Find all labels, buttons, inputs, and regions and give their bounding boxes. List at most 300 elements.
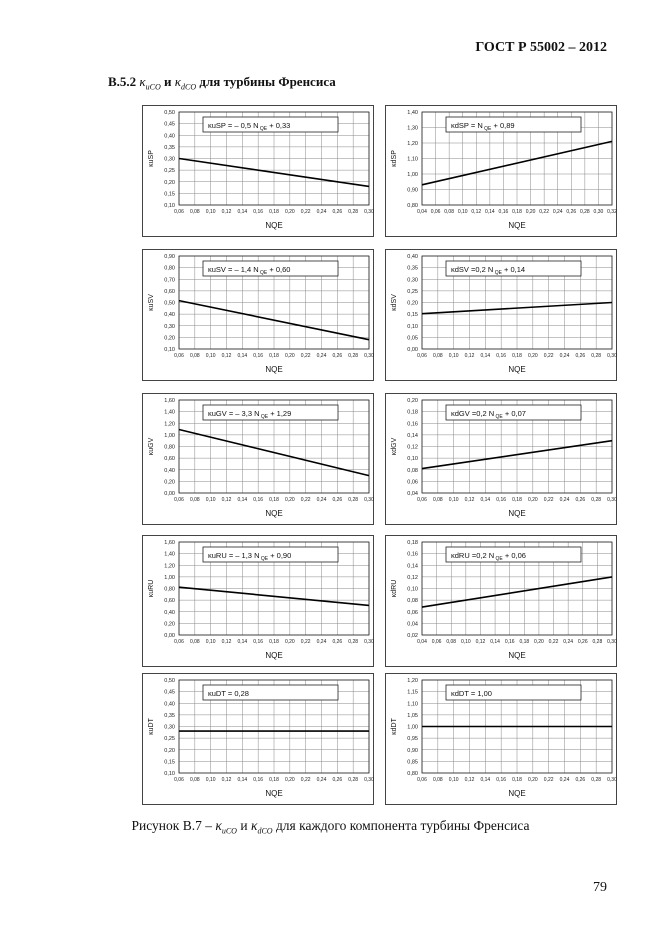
y-tick-label: 0,80 xyxy=(407,203,418,209)
x-tick-label: 0,32 xyxy=(607,209,617,215)
x-tick-label: 0,28 xyxy=(579,209,590,215)
equation-main: κuSV = – 1,4 N xyxy=(208,265,259,274)
x-tick-label: 0,30 xyxy=(364,353,374,359)
x-tick-label: 0,26 xyxy=(332,497,343,503)
y-tick-label: 1,30 xyxy=(407,125,418,132)
chart-panel xyxy=(385,535,617,667)
x-tick-label: 0,12 xyxy=(221,777,232,783)
y-tick-label: 1,00 xyxy=(407,724,418,731)
x-tick-label: 0,14 xyxy=(237,777,248,783)
caption-kappa-u-sub: uCO xyxy=(221,826,237,836)
x-tick-label: 0,30 xyxy=(593,209,604,215)
figure-caption xyxy=(0,818,661,836)
section-kappa-d: κ xyxy=(174,74,182,89)
x-axis-label: NQE xyxy=(265,651,283,660)
equation-subscript: QE xyxy=(494,556,503,562)
y-tick-label: 0,20 xyxy=(407,398,418,404)
y-tick-label: 0,08 xyxy=(407,598,418,605)
y-tick-label: 0,80 xyxy=(164,444,175,451)
x-tick-label: 0,16 xyxy=(253,639,264,645)
y-tick-label: 1,00 xyxy=(407,172,418,178)
x-tick-label: 0,10 xyxy=(205,209,216,215)
x-tick-label: 0,20 xyxy=(527,497,538,503)
y-axis-label: κdDT xyxy=(391,718,398,735)
x-tick-label: 0,06 xyxy=(174,777,184,783)
chart-svg xyxy=(143,674,375,806)
y-tick-label: 0,45 xyxy=(164,121,175,128)
y-tick-label: 0,95 xyxy=(407,736,418,743)
y-tick-label: 0,60 xyxy=(164,456,175,463)
x-tick-label: 0,10 xyxy=(460,639,471,645)
section-kappa-d-sub: dCO xyxy=(181,82,197,92)
x-tick-label: 0,14 xyxy=(237,353,248,359)
y-tick-label: 0,25 xyxy=(164,168,175,175)
y-tick-label: 0,04 xyxy=(407,491,418,497)
y-tick-label: 0,18 xyxy=(407,540,418,546)
x-tick-label: 0,26 xyxy=(575,497,586,503)
y-tick-label: 1,40 xyxy=(164,551,175,558)
y-tick-label: 0,50 xyxy=(164,110,175,116)
y-tick-label: 1,00 xyxy=(164,432,175,439)
x-tick-label: 0,16 xyxy=(504,639,515,645)
x-tick-label: 0,10 xyxy=(205,497,216,503)
x-tick-label: 0,10 xyxy=(448,353,459,359)
y-tick-label: 1,20 xyxy=(164,563,175,570)
equation-label xyxy=(208,689,249,698)
x-axis-label: NQE xyxy=(508,789,526,798)
x-tick-label: 0,20 xyxy=(284,639,295,645)
x-tick-label: 0,20 xyxy=(284,777,295,783)
x-tick-label: 0,14 xyxy=(484,209,495,215)
x-tick-label: 0,28 xyxy=(592,639,603,645)
y-axis-label: κuSP xyxy=(148,150,155,167)
y-axis-label: κdRU xyxy=(391,579,398,598)
x-tick-label: 0,12 xyxy=(221,639,232,645)
equation-tail: + 0,14 xyxy=(501,265,526,274)
chart-panel xyxy=(142,105,374,237)
x-tick-label: 0,28 xyxy=(348,209,359,215)
equation-subscript: QE xyxy=(493,270,502,276)
x-tick-label: 0,24 xyxy=(316,497,327,503)
x-tick-label: 0,12 xyxy=(475,639,486,645)
y-tick-label: 0,30 xyxy=(164,323,175,330)
y-tick-label: 0,18 xyxy=(407,409,418,416)
x-tick-label: 0,12 xyxy=(471,209,482,215)
y-tick-label: 0,12 xyxy=(407,574,418,581)
equation-subscript: QE xyxy=(259,556,269,562)
x-tick-label: 0,24 xyxy=(559,353,570,359)
x-tick-label: 0,06 xyxy=(174,209,184,215)
x-tick-label: 0,14 xyxy=(237,209,248,215)
caption-prefix: Рисунок В.7 – xyxy=(131,818,212,833)
x-tick-label: 0,22 xyxy=(543,497,554,503)
x-tick-label: 0,14 xyxy=(480,497,491,503)
x-tick-label: 0,08 xyxy=(189,639,200,645)
chart-panel xyxy=(142,249,374,381)
y-axis-label: κdSP xyxy=(391,150,398,167)
chart-svg xyxy=(143,536,375,668)
x-tick-label: 0,26 xyxy=(332,639,343,645)
x-tick-label: 0,30 xyxy=(607,353,617,359)
y-tick-label: 0,04 xyxy=(407,621,418,628)
y-tick-label: 1,15 xyxy=(407,689,418,696)
x-axis-label: NQE xyxy=(508,651,526,660)
y-tick-label: 0,06 xyxy=(407,609,418,616)
section-kappa-u: κ xyxy=(139,74,146,89)
y-tick-label: 1,40 xyxy=(407,110,418,116)
y-tick-label: 0,20 xyxy=(164,621,175,628)
x-tick-label: 0,08 xyxy=(189,777,200,783)
y-tick-label: 0,80 xyxy=(164,586,175,593)
x-tick-label: 0,18 xyxy=(269,639,279,645)
y-tick-label: 0,35 xyxy=(164,144,175,151)
x-tick-label: 0,10 xyxy=(448,497,459,503)
chart-svg xyxy=(143,394,375,526)
x-tick-label: 0,16 xyxy=(253,497,264,503)
chart-svg xyxy=(386,394,618,526)
x-tick-label: 0,16 xyxy=(498,209,509,215)
x-tick-label: 0,26 xyxy=(332,353,343,359)
x-tick-label: 0,20 xyxy=(284,209,295,215)
x-axis-label: NQE xyxy=(508,365,526,374)
x-tick-label: 0,06 xyxy=(174,353,184,359)
x-tick-label: 0,22 xyxy=(543,353,554,359)
caption-kappa-d-sub: dCO xyxy=(257,826,273,836)
y-tick-label: 0,20 xyxy=(164,747,175,754)
y-tick-label: 0,20 xyxy=(164,479,175,486)
x-tick-label: 0,06 xyxy=(174,639,184,645)
chart-svg xyxy=(143,250,375,382)
x-tick-label: 0,28 xyxy=(348,353,359,359)
x-tick-label: 0,16 xyxy=(253,777,264,783)
x-tick-label: 0,10 xyxy=(205,777,216,783)
y-tick-label: 0,40 xyxy=(164,701,175,708)
y-tick-label: 0,40 xyxy=(164,609,175,616)
equation-subscript: QE xyxy=(482,126,492,132)
x-tick-label: 0,24 xyxy=(316,209,327,215)
y-tick-label: 0,70 xyxy=(164,277,175,284)
section-and: и xyxy=(164,74,172,89)
y-tick-label: 0,40 xyxy=(164,133,175,140)
x-tick-label: 0,08 xyxy=(189,497,200,503)
x-tick-label: 0,20 xyxy=(527,353,538,359)
x-tick-label: 0,22 xyxy=(300,777,311,783)
x-tick-label: 0,18 xyxy=(512,497,522,503)
section-suffix: для турбины Френсиса xyxy=(199,74,336,89)
x-tick-label: 0,08 xyxy=(432,353,443,359)
x-tick-label: 0,16 xyxy=(253,209,264,215)
y-tick-label: 0,25 xyxy=(164,736,175,743)
document-header: ГОСТ Р 55002 – 2012 xyxy=(475,40,607,55)
equation-main: κdDT = 1,00 xyxy=(451,689,492,698)
chart-svg xyxy=(143,106,375,238)
y-tick-label: 0,40 xyxy=(407,254,418,260)
x-tick-label: 0,18 xyxy=(519,639,530,645)
y-tick-label: 0,30 xyxy=(407,277,418,284)
equation-tail: + 0,06 xyxy=(502,551,526,560)
x-axis-label: NQE xyxy=(265,789,283,798)
x-tick-label: 0,24 xyxy=(559,777,570,783)
y-tick-label: 1,05 xyxy=(407,712,418,719)
equation-main: κuSP = – 0,5 N xyxy=(208,121,259,130)
x-tick-label: 0,26 xyxy=(332,209,343,215)
y-tick-label: 0,12 xyxy=(407,444,418,451)
x-tick-label: 0,24 xyxy=(316,777,327,783)
x-tick-label: 0,10 xyxy=(205,639,216,645)
y-tick-label: 1,40 xyxy=(164,409,175,416)
equation-main: κuRU = – 1,3 N xyxy=(208,551,260,560)
x-tick-label: 0,14 xyxy=(237,497,248,503)
equation-main: κdSV =0,2 N xyxy=(451,265,494,274)
x-tick-label: 0,12 xyxy=(464,353,475,359)
y-axis-label: κuRU xyxy=(148,579,155,598)
y-tick-label: 0,10 xyxy=(407,456,418,463)
x-tick-label: 0,30 xyxy=(364,777,374,783)
y-tick-label: 0,90 xyxy=(407,187,418,194)
x-tick-label: 0,14 xyxy=(480,353,491,359)
x-axis-label: NQE xyxy=(265,221,283,230)
y-tick-label: 0,60 xyxy=(164,288,175,295)
chart-svg xyxy=(386,250,618,382)
x-tick-label: 0,18 xyxy=(269,353,279,359)
x-tick-label: 0,20 xyxy=(525,209,536,215)
y-tick-label: 0,15 xyxy=(407,312,418,319)
equation-main: κuDT = 0,28 xyxy=(208,689,249,698)
x-tick-label: 0,20 xyxy=(534,639,544,645)
x-tick-label: 0,18 xyxy=(269,209,279,215)
x-tick-label: 0,12 xyxy=(464,777,475,783)
chart-panel xyxy=(142,673,374,805)
y-tick-label: 0,02 xyxy=(407,633,418,639)
x-tick-label: 0,28 xyxy=(591,777,602,783)
y-tick-label: 0,60 xyxy=(164,598,175,605)
x-axis-label: NQE xyxy=(508,509,526,518)
y-tick-label: 0,00 xyxy=(407,347,418,353)
caption-kappa-d: κ xyxy=(250,818,258,833)
y-tick-label: 0,10 xyxy=(164,203,175,209)
x-tick-label: 0,30 xyxy=(607,777,617,783)
x-tick-label: 0,06 xyxy=(417,777,427,783)
x-tick-label: 0,14 xyxy=(237,639,248,645)
y-tick-label: 0,15 xyxy=(164,759,175,766)
y-tick-label: 0,20 xyxy=(164,335,175,342)
x-tick-label: 0,22 xyxy=(300,209,311,215)
x-tick-label: 0,18 xyxy=(512,209,522,215)
y-tick-label: 0,25 xyxy=(407,288,418,295)
x-tick-label: 0,28 xyxy=(591,353,602,359)
y-tick-label: 0,35 xyxy=(407,265,418,272)
x-tick-label: 0,18 xyxy=(512,777,522,783)
equation-main: κdSP = N xyxy=(451,121,483,130)
x-tick-label: 0,28 xyxy=(348,639,359,645)
y-tick-label: 1,20 xyxy=(407,678,418,684)
y-tick-label: 0,20 xyxy=(164,179,175,186)
equation-subscript: QE xyxy=(258,270,268,276)
y-tick-label: 0,90 xyxy=(407,747,418,754)
x-tick-label: 0,06 xyxy=(417,497,427,503)
x-tick-label: 0,26 xyxy=(566,209,577,215)
x-tick-label: 0,30 xyxy=(364,209,374,215)
x-tick-label: 0,12 xyxy=(221,209,232,215)
section-kappa-u-sub: uCO xyxy=(145,82,161,92)
y-tick-label: 0,40 xyxy=(164,312,175,319)
equation-tail: + 0,33 xyxy=(267,121,291,130)
y-axis-label: κuGV xyxy=(148,437,155,456)
x-tick-label: 0,10 xyxy=(457,209,468,215)
chart-panel xyxy=(385,393,617,525)
chart-panel xyxy=(385,249,617,381)
y-tick-label: 0,30 xyxy=(164,156,175,163)
x-tick-label: 0,22 xyxy=(300,353,311,359)
x-tick-label: 0,06 xyxy=(430,209,441,215)
y-tick-label: 0,00 xyxy=(164,633,175,639)
y-tick-label: 0,14 xyxy=(407,432,418,439)
x-tick-label: 0,14 xyxy=(480,777,491,783)
y-tick-label: 0,10 xyxy=(407,323,418,330)
section-prefix: В.5.2 xyxy=(108,74,137,89)
y-tick-label: 1,10 xyxy=(407,156,418,163)
y-tick-label: 0,06 xyxy=(407,479,418,486)
x-axis-label: NQE xyxy=(508,221,526,230)
equation-tail: + 0,90 xyxy=(268,551,292,560)
x-tick-label: 0,06 xyxy=(417,353,427,359)
y-tick-label: 0,05 xyxy=(407,335,418,342)
x-tick-label: 0,10 xyxy=(448,777,459,783)
equation-main: κuGV = – 3,3 N xyxy=(208,409,260,418)
y-tick-label: 0,90 xyxy=(164,254,175,260)
x-tick-label: 0,28 xyxy=(348,497,359,503)
x-tick-label: 0,12 xyxy=(464,497,475,503)
x-tick-label: 0,30 xyxy=(364,639,374,645)
x-tick-label: 0,08 xyxy=(189,353,200,359)
y-tick-label: 0,16 xyxy=(407,421,418,428)
x-tick-label: 0,04 xyxy=(417,209,427,215)
x-tick-label: 0,26 xyxy=(332,777,343,783)
x-tick-label: 0,16 xyxy=(253,353,264,359)
x-tick-label: 0,24 xyxy=(316,639,327,645)
equation-tail: + 0,89 xyxy=(491,121,515,130)
x-tick-label: 0,14 xyxy=(490,639,500,645)
chart-svg xyxy=(386,536,618,668)
y-tick-label: 0,14 xyxy=(407,563,418,570)
y-tick-label: 1,00 xyxy=(164,574,175,581)
x-tick-label: 0,28 xyxy=(591,497,602,503)
x-tick-label: 0,08 xyxy=(446,639,457,645)
y-tick-label: 0,80 xyxy=(407,771,418,777)
caption-and: и xyxy=(240,818,248,833)
y-tick-label: 0,15 xyxy=(164,191,175,198)
y-tick-label: 0,30 xyxy=(164,724,175,731)
y-tick-label: 1,10 xyxy=(407,701,418,708)
equation-subscript: QE xyxy=(259,414,269,420)
caption-suffix: для каждого компонента турбины Френсиса xyxy=(275,818,530,833)
x-tick-label: 0,30 xyxy=(364,497,374,503)
y-axis-label: κuSV xyxy=(148,294,155,311)
chart-panel xyxy=(142,535,374,667)
chart-panel xyxy=(142,393,374,525)
y-tick-label: 0,50 xyxy=(164,300,175,307)
y-tick-label: 1,20 xyxy=(407,141,418,147)
x-tick-label: 0,16 xyxy=(496,497,507,503)
x-tick-label: 0,08 xyxy=(444,209,455,215)
x-tick-label: 0,24 xyxy=(563,639,574,645)
y-tick-label: 0,40 xyxy=(164,467,175,474)
x-tick-label: 0,16 xyxy=(496,777,507,783)
y-axis-label: κuDT xyxy=(148,718,155,735)
x-tick-label: 0,20 xyxy=(284,497,295,503)
x-axis-label: NQE xyxy=(265,509,283,518)
x-tick-label: 0,12 xyxy=(221,497,232,503)
caption-kappa-u: κ xyxy=(215,818,222,833)
page-number: 79 xyxy=(593,880,607,895)
y-tick-label: 0,50 xyxy=(164,678,175,684)
y-tick-label: 1,60 xyxy=(164,398,175,404)
x-tick-label: 0,22 xyxy=(300,497,311,503)
x-tick-label: 0,16 xyxy=(496,353,507,359)
x-tick-label: 0,20 xyxy=(284,353,295,359)
y-tick-label: 0,20 xyxy=(407,300,418,307)
y-tick-label: 0,35 xyxy=(164,712,175,719)
y-axis-label: κdGV xyxy=(391,437,398,456)
x-tick-label: 0,22 xyxy=(543,777,554,783)
chart-panel xyxy=(385,105,617,237)
x-tick-label: 0,18 xyxy=(269,497,279,503)
section-title xyxy=(108,74,336,92)
chart-panel xyxy=(385,673,617,805)
x-tick-label: 0,26 xyxy=(575,777,586,783)
x-tick-label: 0,18 xyxy=(512,353,522,359)
x-tick-label: 0,10 xyxy=(205,353,216,359)
y-axis-label: κdSV xyxy=(391,294,398,311)
x-tick-label: 0,26 xyxy=(575,353,586,359)
x-tick-label: 0,24 xyxy=(316,353,327,359)
equation-subscript: QE xyxy=(494,414,503,420)
x-tick-label: 0,30 xyxy=(607,497,617,503)
equation-tail: + 1,29 xyxy=(268,409,292,418)
equation-subscript: QE xyxy=(258,126,268,132)
x-tick-label: 0,22 xyxy=(300,639,311,645)
x-tick-label: 0,22 xyxy=(548,639,559,645)
equation-main: κdRU =0,2 N xyxy=(451,551,495,560)
x-tick-label: 0,26 xyxy=(577,639,588,645)
chart-svg xyxy=(386,106,618,238)
x-tick-label: 0,24 xyxy=(559,497,570,503)
y-tick-label: 0,16 xyxy=(407,551,418,558)
x-tick-label: 0,22 xyxy=(539,209,550,215)
y-tick-label: 0,10 xyxy=(407,586,418,593)
equation-main: κdGV =0,2 N xyxy=(451,409,495,418)
y-tick-label: 0,85 xyxy=(407,759,418,766)
x-tick-label: 0,12 xyxy=(221,353,232,359)
x-tick-label: 0,20 xyxy=(527,777,538,783)
x-tick-label: 0,04 xyxy=(417,639,427,645)
chart-svg xyxy=(386,674,618,806)
y-tick-label: 0,00 xyxy=(164,491,175,497)
x-tick-label: 0,06 xyxy=(431,639,442,645)
equation-label xyxy=(451,689,492,698)
x-tick-label: 0,28 xyxy=(348,777,359,783)
equation-tail: + 0,60 xyxy=(267,265,291,274)
x-tick-label: 0,08 xyxy=(432,497,443,503)
x-tick-label: 0,08 xyxy=(432,777,443,783)
y-tick-label: 1,20 xyxy=(164,421,175,428)
x-tick-label: 0,06 xyxy=(174,497,184,503)
equation-tail: + 0,07 xyxy=(502,409,526,418)
x-axis-label: NQE xyxy=(265,365,283,374)
x-tick-label: 0,08 xyxy=(189,209,200,215)
y-tick-label: 1,60 xyxy=(164,540,175,546)
y-tick-label: 0,80 xyxy=(164,265,175,272)
